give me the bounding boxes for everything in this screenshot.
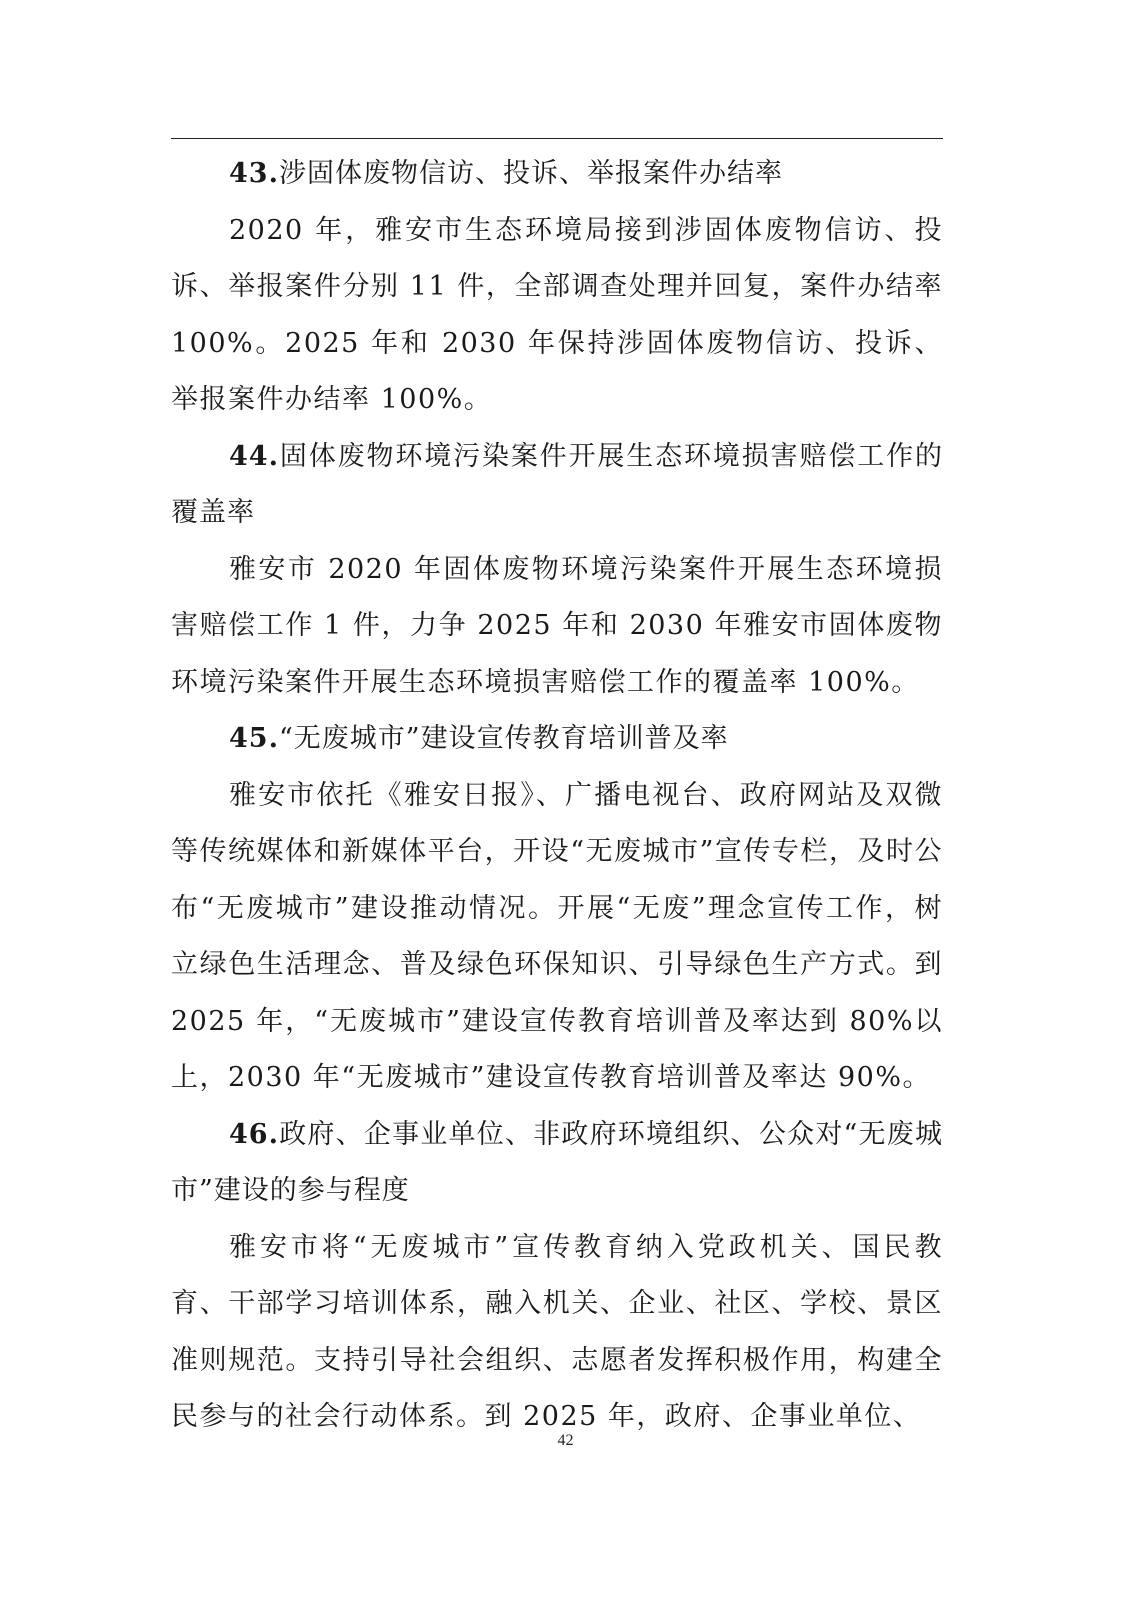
section-heading-45 (171, 711, 943, 768)
section-title: 政府、企事业单位、非政府环境组织、公众对“无废城市”建设的参与程度 (171, 1118, 943, 1206)
section-title: “无废城市”建设宣传教育培训普及率 (278, 723, 729, 754)
section-body-45: 雅安市依托《雅安日报》、广播电视台、政府网站及双微等传统媒体和新媒体平台，开设“无废城市”宣传专栏，及时公布“无废城市”建设推动情况。开展“无废”理念宣传工作，树立绿色生活理念、普及绿色环保知识、引导绿色生产方式。到 2025 年，“无废城市”建设宣传教育培训普及率达到 80%以上，2030 年“无废城市”建设宣传教育培训普及率达 90%。 (171, 779, 943, 1093)
section-heading-43 (171, 146, 943, 203)
page-number: 42 (557, 1432, 574, 1449)
section-body-43: 2020 年，雅安市生态环境局接到涉固体废物信访、投诉、举报案件分别 11 件，全部调查处理并回复，案件办结率 100%。2025 年和 2030 年保持涉固体废物信访、投诉、举报案件办结率 100%。 (171, 214, 943, 415)
section-title: 固体废物环境污染案件开展生态环境损害赔偿工作的覆盖率 (171, 440, 943, 528)
section-body-44: 雅安市 2020 年固体废物环境污染案件开展生态环境损害赔偿工作 1 件，力争 2025 年和 2030 年雅安市固体废物环境污染案件开展生态环境损害赔偿工作的覆盖率 100%。 (171, 553, 943, 698)
section-body-46: 雅安市将“无废城市”宣传教育纳入党政机关、国民教育、干部学习培训体系，融入机关、企业、社区、学校、景区准则规范。支持引导社会组织、志愿者发挥积极作用，构建全民参与的社会行动体系。到 2025 年，政府、企事业单位、 (171, 1231, 943, 1432)
header-rule (171, 138, 943, 139)
section-number: 44. (229, 440, 279, 472)
section-heading-44 (171, 429, 943, 542)
section-title: 涉固体废物信访、投诉、举报案件办结率 (278, 158, 783, 189)
section-number: 46. (229, 1118, 279, 1150)
section-number: 43. (229, 158, 279, 189)
section-number: 45. (229, 723, 279, 754)
section-heading-46 (171, 1107, 943, 1220)
page-content (171, 146, 943, 1446)
